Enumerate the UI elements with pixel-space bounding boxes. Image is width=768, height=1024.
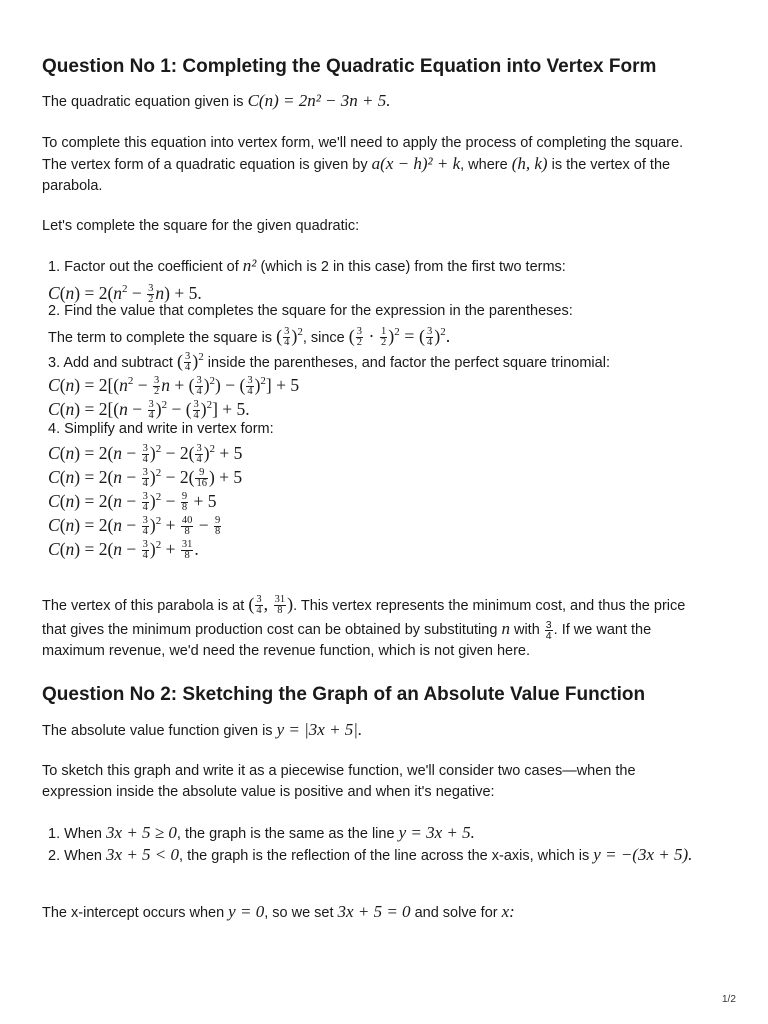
step4-equation-1: C(n) = 2(n − $\frac{3}{4}$ )$^2$ − 2( $\frac{3}{4}$ )$^2$ + 5 xyxy=(48,442,243,466)
step4-text: 4. Simplify and write in vertex form: xyxy=(48,421,274,437)
q1-intro-line2: The vertex form of a quadratic equation is given by a(x − h)² + k, where (h, k) is the vertex of the xyxy=(42,154,671,173)
q1-intro-line3: parabola. xyxy=(42,178,103,194)
step2-text: 2. Find the value that completes the square for the expression in the parentheses: xyxy=(48,303,573,319)
q1-given-equation: C(n) = 2n² − 3n + 5. xyxy=(247,91,391,110)
q2-given-equation: y = |3x + 5|. xyxy=(276,720,363,739)
step3-text: 3. Add and subtract ( $\frac{3}{4}$ )$^2$ inside the parentheses, and factor the perfect square trinomial: xyxy=(48,351,610,374)
q2-given: The absolute value function given is y = |3x + 5|. xyxy=(42,720,363,739)
step4-equation-4: C(n) = 2(n − $\frac{3}{4}$ )$^2$ + $\frac{40}{8}$ − $\frac{9}{8}$ xyxy=(48,514,221,538)
vertex-line2: that gives the minimum production cost can be obtained by substituting n with $\frac{3}{4}$ . If we want the xyxy=(42,618,652,642)
vertex-line1: The vertex of this parabola is at ( $\frac{3}{4}$ , $\frac{31}{8}$ ). This vertex represents the minimum cost, and thus the price xyxy=(42,594,686,617)
step4-equation-5: C(n) = 2(n − $\frac{3}{4}$ )$^2$ + $\frac{31}{8}$ . xyxy=(48,538,199,562)
q1-lets: Let's complete the square for the given quadratic: xyxy=(42,218,360,234)
step1-equation: $C(n) = 2(n^2$ − $\frac{3}{2}$ n) + 5. xyxy=(48,282,202,306)
page-number: 1/2 xyxy=(722,994,736,1005)
step1-text: 1. Factor out the coefficient of n² (which is 2 in this case) from the first two terms: xyxy=(48,256,566,275)
case-1: 1. When 3x + 5 ≥ 0, the graph is the same as the line y = 3x + 5. xyxy=(48,823,475,842)
step3-equation-2: C(n) = 2[(n − $\frac{3}{4}$ )$^2$ − ( $\frac{3}{4}$ )$^2$] + 5. xyxy=(48,398,250,422)
x-intercept-line: The x-intercept occurs when y = 0, so we set 3x + 5 = 0 and solve for x: xyxy=(42,902,515,921)
case-2: 2. When 3x + 5 < 0, the graph is the reflection of the line across the x-axis, which is y = −(3x + 5). xyxy=(48,845,693,864)
vertex-line3: maximum revenue, we'd need the revenue function, which is not given here. xyxy=(42,643,530,659)
q1-heading: Question No 1: Completing the Quadratic Equation into Vertex Form xyxy=(42,56,657,77)
step3-equation-1: $C(n) = 2[(n^2$ − $\frac{3}{2}$ n + ( $\frac{3}{4}$ )$^2$) − ( $\frac{3}{4}$ )$^2$] + 5 xyxy=(48,374,300,398)
q2-intro-line1: To sketch this graph and write it as a piecewise function, we'll consider two cases—when the xyxy=(42,763,636,779)
step4-equation-2: C(n) = 2(n − $\frac{3}{4}$ )$^2$ − 2( $\frac{9}{16}$ ) + 5 xyxy=(48,466,243,490)
q1-given: The quadratic equation given is C(n) = 2n² − 3n + 5. xyxy=(42,91,391,110)
step4-equation-3: C(n) = 2(n − $\frac{3}{4}$ )$^2$ − $\frac{9}{8}$ + 5 xyxy=(48,490,217,514)
q2-intro-line2: expression inside the absolute value is positive and when it's negative: xyxy=(42,784,495,800)
q1-intro-line1: To complete this equation into vertex form, we'll need to apply the process of completing the square. xyxy=(42,135,684,151)
step2-term: The term to complete the square is ( $\frac{3}{4}$ )$^2$, since ( $\frac{3}{2}$ · $\frac{1}{2}$ )$^2$ = ( $\frac{3}{4}$ )$^2$. xyxy=(48,326,451,349)
q2-heading: Question No 2: Sketching the Graph of an Absolute Value Function xyxy=(42,684,646,705)
